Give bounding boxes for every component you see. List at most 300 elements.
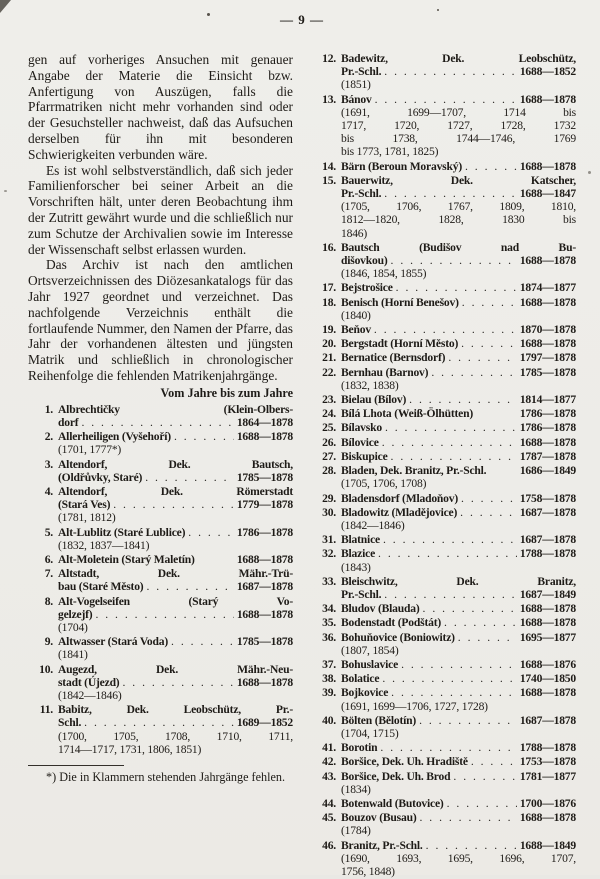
entry-number: 43. bbox=[322, 769, 336, 783]
entry-lines bbox=[341, 616, 576, 629]
entry-name-line bbox=[58, 485, 293, 498]
entry-text: Bolatice bbox=[341, 672, 380, 686]
entry-missing-years-line bbox=[341, 145, 576, 158]
entry-number: 37. bbox=[322, 657, 336, 671]
entry-text: 1717, 1720, 1727, 1728, 1732 bbox=[341, 119, 576, 133]
entry-missing-years-line bbox=[341, 119, 576, 132]
dot-leader bbox=[383, 533, 517, 546]
entry-text: Babitz, Dek. Leobschütz, Pr.- bbox=[58, 703, 293, 717]
entry-text: Blazice bbox=[341, 547, 376, 561]
year-range: 1787—1878 bbox=[519, 449, 576, 463]
year-range: 1687—1878 bbox=[236, 580, 293, 594]
entry-name-line bbox=[58, 526, 293, 539]
entry-text: Alt-Moletein (Starý Maletín) bbox=[58, 552, 195, 566]
entry-name-line bbox=[58, 430, 293, 443]
entry-text: Benisch (Horní Benešov) bbox=[341, 295, 459, 309]
list-item bbox=[311, 672, 576, 685]
list-item bbox=[311, 741, 576, 754]
entry-lines bbox=[58, 430, 293, 456]
year-range: 1688—1852 bbox=[519, 65, 576, 79]
dot-leader bbox=[458, 631, 517, 644]
entry-lines bbox=[341, 160, 576, 173]
list-item bbox=[311, 160, 576, 173]
year-range: 1785—1878 bbox=[236, 470, 293, 484]
footnote-text: *) Die in Klammern stehenden Jahrgänge fehlen. bbox=[46, 770, 286, 785]
entry-text: stadt (Újezd) bbox=[58, 675, 120, 689]
left-column bbox=[28, 52, 293, 879]
dot-leader bbox=[380, 741, 516, 754]
entry-name-line bbox=[58, 716, 293, 729]
list-item bbox=[311, 393, 576, 406]
entry-text: 1846) bbox=[341, 226, 368, 240]
entry-number: 6. bbox=[44, 552, 53, 566]
entry-lines bbox=[341, 547, 576, 573]
dot-leader bbox=[401, 658, 517, 671]
list-item bbox=[311, 323, 576, 336]
entry-text: Altendorf, Dek. Bautsch, bbox=[58, 457, 293, 471]
entry-number: 30. bbox=[322, 505, 336, 519]
entry-text: (1842—1846) bbox=[58, 689, 122, 702]
dot-leader bbox=[461, 492, 517, 505]
entry-text: Altwasser (Stará Voda) bbox=[58, 635, 169, 649]
entry-number: 26. bbox=[322, 435, 336, 449]
entry-number: 31. bbox=[322, 533, 336, 547]
list-item bbox=[28, 458, 293, 484]
entry-text: Bohuňovice (Boniowitz) bbox=[341, 630, 455, 644]
entry-lines bbox=[341, 281, 576, 294]
entry-text: Bleischwitz, Dek. Branitz, bbox=[341, 574, 576, 588]
list-item bbox=[28, 567, 293, 593]
dot-leader bbox=[171, 635, 234, 648]
scan-artifact-corner bbox=[0, 0, 11, 13]
entry-name-line bbox=[58, 553, 293, 566]
entry-number: 32. bbox=[322, 547, 336, 561]
entry-name-line bbox=[341, 407, 576, 420]
entry-text: 1812—1820, 1828, 1830 bis bbox=[341, 213, 576, 227]
year-range: 1688—1878 bbox=[519, 686, 576, 700]
entry-name-line bbox=[58, 567, 293, 580]
dot-leader bbox=[431, 366, 517, 379]
entry-number: 4. bbox=[44, 484, 53, 498]
entry-lines bbox=[341, 407, 576, 420]
year-range: 1797—1878 bbox=[519, 351, 576, 365]
entry-text: Altendorf, Dek. Römerstadt bbox=[58, 484, 293, 498]
entry-text: Bergstadt (Horní Město) bbox=[341, 337, 459, 351]
entry-text: Botenwald (Butovice) bbox=[341, 796, 444, 810]
year-range: 1874—1877 bbox=[519, 281, 576, 295]
list-item bbox=[311, 366, 576, 392]
list-item bbox=[311, 533, 576, 546]
dot-leader bbox=[384, 65, 517, 78]
entry-text: dorf bbox=[58, 415, 79, 429]
list-item bbox=[311, 631, 576, 657]
entry-text: Bílá Lhota (Weiß-Ölhütten) bbox=[341, 407, 474, 421]
entry-lines bbox=[58, 595, 293, 635]
entry-text: Bohuslavice bbox=[341, 657, 399, 671]
entry-text: Bílovice bbox=[341, 435, 379, 449]
year-range: 1688—1878 bbox=[519, 811, 576, 825]
entry-lines bbox=[341, 797, 576, 810]
entry-name-line bbox=[341, 741, 576, 754]
entry-text: Pr.-Schl. bbox=[341, 587, 382, 601]
entry-lines bbox=[341, 492, 576, 505]
entry-lines bbox=[341, 366, 576, 392]
year-range: 1689—1852 bbox=[236, 716, 293, 730]
entry-missing-years-line bbox=[341, 865, 576, 878]
dot-leader bbox=[145, 471, 234, 484]
dot-leader bbox=[384, 187, 517, 200]
year-range: 1785—1878 bbox=[236, 635, 293, 649]
entry-name-line bbox=[58, 608, 293, 621]
dot-leader bbox=[471, 755, 517, 768]
list-item bbox=[28, 663, 293, 703]
entry-text: Bernatice (Bernsdorf) bbox=[341, 351, 446, 365]
entry-number: 35. bbox=[322, 616, 336, 630]
entry-text: Bojkovice bbox=[341, 686, 389, 700]
entry-number: 5. bbox=[44, 525, 53, 539]
year-range: 1688—1876 bbox=[519, 657, 576, 671]
entry-text: Branitz, Pr.-Schl. bbox=[341, 838, 423, 852]
entry-lines bbox=[341, 464, 576, 490]
list-item bbox=[311, 602, 576, 615]
entry-missing-years-line bbox=[341, 78, 576, 91]
year-range: 1688—1878 bbox=[236, 607, 293, 621]
entry-number: 28. bbox=[322, 464, 336, 478]
entry-lines bbox=[341, 450, 576, 463]
list-item bbox=[311, 93, 576, 159]
entry-text: bis 1738, 1744—1746, 1769 bbox=[341, 132, 576, 146]
entry-missing-years-line bbox=[341, 727, 576, 740]
entry-name-line bbox=[341, 93, 576, 106]
entry-name-line bbox=[341, 52, 576, 65]
year-range: 1781—1877 bbox=[519, 769, 576, 783]
entry-missing-years-line bbox=[341, 783, 576, 796]
dot-leader bbox=[84, 716, 234, 729]
entry-name-line bbox=[58, 663, 293, 676]
list-item bbox=[311, 296, 576, 322]
entry-text: Bladen, Dek. Branitz, Pr.-Schl. bbox=[341, 464, 487, 478]
dot-leader bbox=[81, 416, 233, 429]
entry-text: (1807, 1854) bbox=[341, 643, 399, 657]
entry-number: 19. bbox=[322, 323, 336, 337]
entry-lines bbox=[341, 811, 576, 837]
list-item bbox=[311, 52, 576, 92]
dot-leader bbox=[378, 547, 517, 560]
entry-name-line bbox=[341, 254, 576, 267]
entry-name-line bbox=[341, 533, 576, 546]
entry-text: Badewitz, Dek. Leobschütz, bbox=[341, 52, 576, 65]
entry-text: gelzejf) bbox=[58, 607, 93, 621]
two-column-layout bbox=[28, 52, 576, 879]
list-item bbox=[28, 553, 293, 566]
dot-leader bbox=[391, 686, 517, 699]
entry-missing-years-line bbox=[341, 106, 576, 119]
list-item bbox=[311, 407, 576, 420]
intro-paragraph: Das Archiv ist nach den amtlichen Ortsverzeichnissen des Diözesankatalogs für das Jahr 1927 geordnet und verzeichnet. Das nachfolgende Verzeichnis enthält die fortlaufende Nummer, den Namen der Pfarre, das Jahr der vorhandenen ältesten und jüngsten Matrik und schließlich in chronologischer Reihenfolge die fehlenden Matrikenjahrgänge. bbox=[28, 257, 293, 383]
entry-text: 1756, 1848) bbox=[341, 864, 395, 878]
entry-lines bbox=[58, 403, 293, 429]
entry-lines bbox=[341, 421, 576, 434]
entry-text: (1705, 1706, 1767, 1809, 1810, bbox=[341, 200, 576, 214]
entry-missing-years-line bbox=[341, 700, 576, 713]
entry-number: 20. bbox=[322, 337, 336, 351]
dot-leader bbox=[146, 580, 233, 593]
list-item bbox=[311, 658, 576, 671]
entry-lines bbox=[58, 663, 293, 703]
entry-lines bbox=[341, 506, 576, 532]
entry-text: bau (Staré Město) bbox=[58, 580, 144, 594]
entry-name-line bbox=[341, 323, 576, 336]
entry-name-line bbox=[341, 575, 576, 588]
entry-text: Bodenstadt (Podštát) bbox=[341, 616, 442, 630]
entry-number: 41. bbox=[322, 741, 336, 755]
list-item bbox=[311, 436, 576, 449]
dot-leader bbox=[382, 436, 517, 449]
year-range: 1785—1878 bbox=[519, 365, 576, 379]
entry-text: Boršice, Dek. Uh. Hradiště bbox=[341, 755, 468, 769]
entry-text: dišovkou) bbox=[341, 254, 388, 268]
entry-missing-years-line bbox=[341, 132, 576, 145]
list-item bbox=[28, 703, 293, 756]
entry-number: 33. bbox=[322, 574, 336, 588]
entry-text: Bladowitz (Mladějovice) bbox=[341, 505, 458, 519]
footnote-rule bbox=[28, 765, 124, 766]
dot-leader bbox=[375, 93, 517, 106]
entry-text: (Stará Ves) bbox=[58, 498, 111, 512]
entry-missing-years-line bbox=[58, 539, 293, 552]
year-range: 1779—1878 bbox=[236, 498, 293, 512]
entry-name-line bbox=[58, 703, 293, 716]
entry-lines bbox=[58, 635, 293, 661]
year-range: 1688—1878 bbox=[519, 435, 576, 449]
list-item bbox=[28, 485, 293, 525]
entry-lines bbox=[341, 741, 576, 754]
entry-missing-years-line bbox=[58, 648, 293, 661]
year-range: 1688—1878 bbox=[519, 337, 576, 351]
entry-text: (1705, 1706, 1708) bbox=[341, 477, 427, 491]
entry-number: 16. bbox=[322, 240, 336, 254]
entry-name-line bbox=[58, 458, 293, 471]
entry-lines bbox=[341, 296, 576, 322]
entry-text: Bílavsko bbox=[341, 421, 382, 435]
entry-text: Albrechtičky (Klein-Olbers- bbox=[58, 402, 293, 416]
entry-lines bbox=[341, 241, 576, 281]
entry-missing-years-line bbox=[341, 561, 576, 574]
entry-name-line bbox=[341, 366, 576, 379]
entry-lines bbox=[341, 686, 576, 712]
entry-text: Altstadt, Dek. Mähr.-Trü- bbox=[58, 567, 293, 581]
year-range: 1788—1878 bbox=[519, 741, 576, 755]
parish-list-left bbox=[28, 403, 293, 756]
dot-leader bbox=[122, 676, 233, 689]
entry-text: bis 1773, 1781, 1825) bbox=[341, 145, 439, 159]
entry-number: 12. bbox=[322, 52, 336, 65]
list-item bbox=[28, 595, 293, 635]
year-range: 1864—1878 bbox=[236, 415, 293, 429]
entry-lines bbox=[341, 770, 576, 796]
entry-text: Bánov bbox=[341, 92, 372, 106]
year-range: 1870—1878 bbox=[519, 323, 576, 337]
entry-text: Borotin bbox=[341, 741, 378, 755]
entry-name-line bbox=[341, 174, 576, 187]
entry-name-line bbox=[58, 471, 293, 484]
entry-missing-years-line bbox=[58, 730, 293, 743]
entry-lines bbox=[341, 714, 576, 740]
year-range: 1786—1878 bbox=[519, 407, 576, 421]
entry-text: (1691, 1699—1707, 1714 bis bbox=[341, 105, 576, 119]
dot-leader bbox=[385, 421, 517, 434]
entry-lines bbox=[341, 351, 576, 364]
entry-name-line bbox=[341, 658, 576, 671]
entry-text: Alt-Lublitz (Staré Lublice) bbox=[58, 525, 186, 539]
ink-speck bbox=[207, 13, 210, 16]
entry-name-line bbox=[341, 421, 576, 434]
entry-lines bbox=[58, 567, 293, 593]
entry-name-line bbox=[341, 351, 576, 364]
entry-text: Beňov bbox=[341, 323, 371, 337]
entry-missing-years-line bbox=[58, 743, 293, 756]
dot-leader bbox=[382, 672, 517, 685]
year-range: 1688—1878 bbox=[236, 430, 293, 444]
dot-leader bbox=[409, 393, 517, 406]
entry-name-line bbox=[341, 187, 576, 200]
entry-text: Bölten (Bělotín) bbox=[341, 713, 417, 727]
dot-leader bbox=[423, 602, 517, 615]
entry-text: Bejstrošice bbox=[341, 281, 393, 295]
dot-leader bbox=[95, 608, 233, 621]
list-item bbox=[311, 714, 576, 740]
entry-text: (1834) bbox=[341, 782, 371, 796]
dot-leader bbox=[462, 296, 517, 309]
entry-missing-years-line bbox=[341, 477, 576, 490]
entry-text: (1701, 1777*) bbox=[58, 443, 122, 457]
entry-lines bbox=[341, 393, 576, 406]
entry-missing-years-line bbox=[341, 824, 576, 837]
entry-text: Bludov (Blauda) bbox=[341, 602, 420, 616]
entry-number: 40. bbox=[322, 713, 336, 727]
entry-number: 2. bbox=[44, 430, 53, 444]
entry-text: (1704, 1715) bbox=[341, 726, 399, 740]
entry-number: 42. bbox=[322, 755, 336, 769]
entry-name-line bbox=[341, 65, 576, 78]
entry-number: 21. bbox=[322, 351, 336, 365]
entry-number: 44. bbox=[322, 796, 336, 810]
entry-lines bbox=[341, 323, 576, 336]
year-range: 1753—1878 bbox=[519, 755, 576, 769]
dot-leader bbox=[453, 770, 516, 783]
dot-leader bbox=[113, 498, 234, 511]
entry-number: 14. bbox=[322, 159, 336, 173]
dot-leader bbox=[460, 506, 517, 519]
entry-number: 1. bbox=[44, 402, 53, 416]
entry-missing-years-line bbox=[58, 689, 293, 702]
entry-name-line bbox=[341, 714, 576, 727]
entry-text: (Oldřůvky, Staré) bbox=[58, 470, 143, 484]
entry-text: Schl. bbox=[58, 716, 82, 730]
page-number: — 9 — bbox=[280, 12, 324, 27]
dot-leader bbox=[188, 526, 234, 539]
entry-text: Augezd, Dek. Mähr.-Neu- bbox=[58, 662, 293, 676]
entry-text: (1704) bbox=[58, 620, 88, 634]
year-range: 1687—1878 bbox=[519, 505, 576, 519]
entry-name-line bbox=[341, 631, 576, 644]
entry-lines bbox=[341, 755, 576, 768]
entry-number: 18. bbox=[322, 295, 336, 309]
entry-number: 7. bbox=[44, 567, 53, 581]
footnote bbox=[28, 765, 293, 785]
entry-name-line bbox=[341, 281, 576, 294]
year-range: 1740—1850 bbox=[519, 672, 576, 686]
entry-name-line bbox=[341, 464, 576, 477]
parish-list-right bbox=[311, 52, 576, 878]
entry-text: (1781, 1812) bbox=[58, 511, 116, 525]
entry-name-line bbox=[341, 450, 576, 463]
entry-lines bbox=[58, 485, 293, 525]
entry-name-line bbox=[341, 602, 576, 615]
list-item bbox=[311, 839, 576, 879]
entry-text: 1714—1717, 1731, 1806, 1851) bbox=[58, 742, 202, 756]
entry-name-line bbox=[341, 686, 576, 699]
dot-leader bbox=[396, 281, 517, 294]
list-item bbox=[311, 811, 576, 837]
entry-lines bbox=[58, 703, 293, 756]
year-range: 1688—1878 bbox=[519, 295, 576, 309]
entry-name-line bbox=[341, 770, 576, 783]
entry-lines bbox=[341, 337, 576, 350]
entry-name-line bbox=[341, 588, 576, 601]
year-range: 1687—1849 bbox=[519, 587, 576, 601]
entry-text: (1691, 1699—1706, 1727, 1728) bbox=[341, 699, 488, 713]
entry-missing-years-line bbox=[58, 511, 293, 524]
entry-lines bbox=[341, 52, 576, 92]
year-range: 1688—1878 bbox=[519, 602, 576, 616]
list-item bbox=[311, 421, 576, 434]
dot-leader bbox=[461, 337, 517, 350]
entry-name-line bbox=[341, 616, 576, 629]
dot-leader bbox=[426, 839, 517, 852]
year-range: 1688—1878 bbox=[519, 254, 576, 268]
entry-number: 38. bbox=[322, 672, 336, 686]
entry-missing-years-line bbox=[341, 519, 576, 532]
entry-missing-years-line bbox=[58, 443, 293, 456]
ink-speck bbox=[588, 171, 591, 174]
year-range: 1786—1878 bbox=[519, 421, 576, 435]
entry-name-line bbox=[341, 337, 576, 350]
entry-text: (1840) bbox=[341, 308, 371, 322]
entry-missing-years-line bbox=[341, 267, 576, 280]
entry-number: 13. bbox=[322, 92, 336, 106]
list-item bbox=[28, 635, 293, 661]
list-item bbox=[311, 174, 576, 240]
entry-text: (1841) bbox=[58, 648, 88, 662]
entry-number: 46. bbox=[322, 838, 336, 852]
entry-number: 34. bbox=[322, 602, 336, 616]
list-item bbox=[311, 281, 576, 294]
entry-number: 23. bbox=[322, 393, 336, 407]
entry-text: (1832, 1838) bbox=[341, 378, 399, 392]
entry-name-line bbox=[341, 241, 576, 254]
dot-leader bbox=[384, 588, 517, 601]
dot-leader bbox=[419, 811, 516, 824]
entry-name-line bbox=[58, 416, 293, 429]
intro-paragraph: gen auf vorheriges Ansuchen mit genauer Angabe der Materie die Einsicht bzw. Anfertigung von Auszügen, falls die Pfarrmatriken nicht mehr vorhanden sind oder der Gesuchsteller nachweist, daß das Aufsuchen derselben für ihn mit besonderen Schwierigkeiten verbunden wäre. bbox=[28, 52, 293, 162]
entry-missing-years-line bbox=[341, 227, 576, 240]
entry-number: 22. bbox=[322, 365, 336, 379]
entry-name-line bbox=[341, 436, 576, 449]
year-range: 1786—1878 bbox=[236, 525, 293, 539]
entry-lines bbox=[341, 93, 576, 159]
entry-text: Alt-Vogelseifen (Starý Vo- bbox=[58, 594, 293, 608]
